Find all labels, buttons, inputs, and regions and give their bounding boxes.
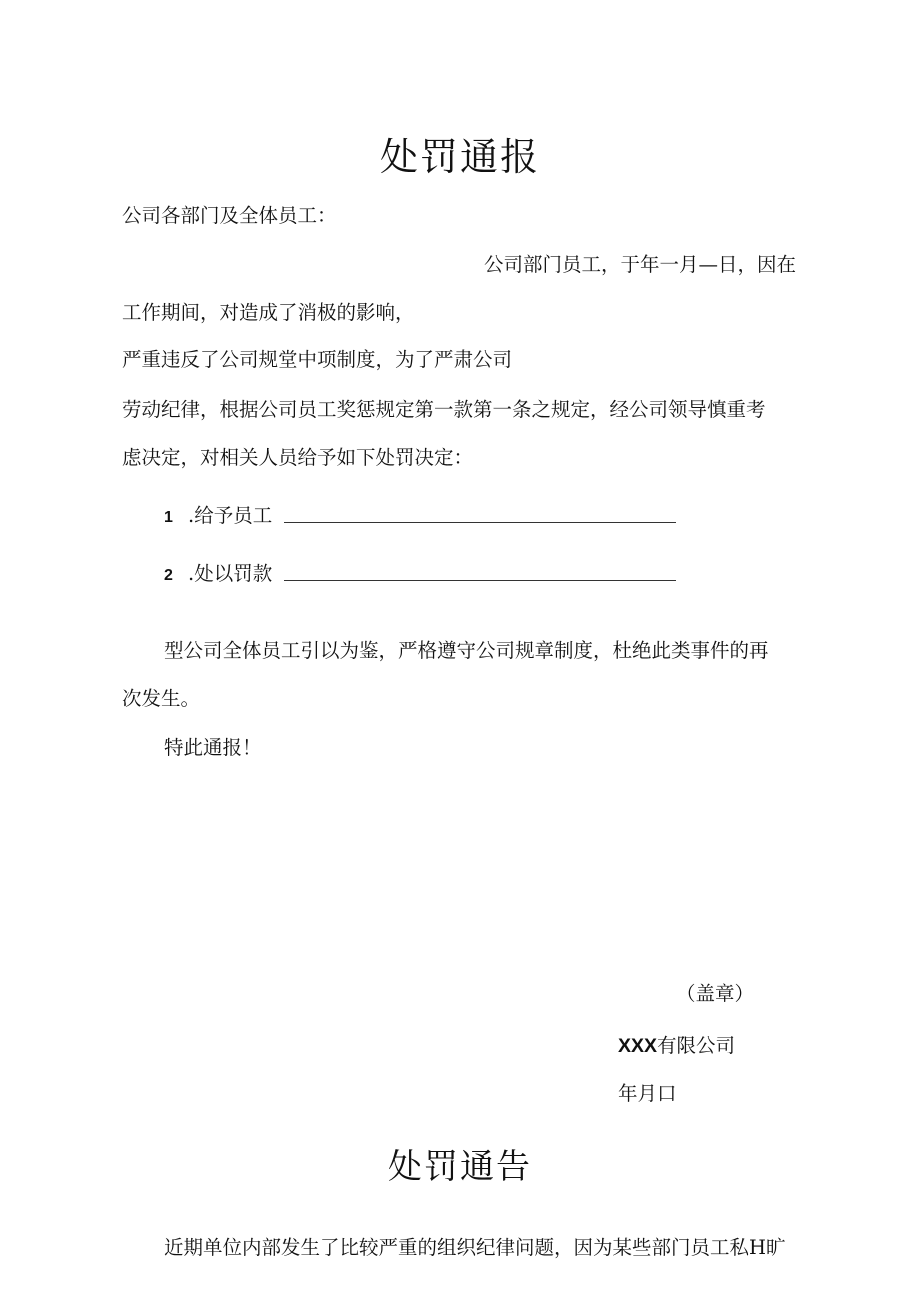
notice-title: 处罚通报 bbox=[379, 135, 540, 179]
paragraph-line: 公司部门员工，于年一月—日，因在 bbox=[484, 253, 797, 276]
announcement-title: 处罚通告 bbox=[388, 1147, 532, 1187]
list-item-text: .处以罚款 bbox=[188, 562, 273, 585]
company-name-prefix: XXX bbox=[618, 1035, 658, 1057]
paragraph-line: 型公司全体员工引以为鉴，严格遵守公司规章制度，杜绝此类事件的再 bbox=[164, 639, 769, 662]
paragraph-line: 严重违反了公司规堂中项制度，为了严肃公司 bbox=[122, 348, 513, 371]
closing-text: 特此通报！ bbox=[164, 736, 262, 759]
paragraph-line: 次发生。 bbox=[122, 687, 201, 710]
company-name-suffix: 有限公司 bbox=[657, 1034, 736, 1057]
list-item-number: 2 bbox=[164, 567, 173, 584]
fill-in-blank-fine[interactable] bbox=[284, 580, 676, 581]
seal-label: （盖章） bbox=[676, 982, 755, 1005]
list-item bbox=[164, 564, 272, 584]
paragraph-line: 劳动纪律，根据公司员工奖惩规定第一款第一条之规定，经公司领导慎重考 bbox=[122, 398, 766, 421]
list-item-number: 1 bbox=[164, 509, 173, 526]
salutation: 公司各部门及全体员工： bbox=[122, 204, 337, 227]
paragraph-line: 虑决定，对相关人员给予如下处罚决定： bbox=[122, 446, 474, 469]
paragraph-line: 近期单位内部发生了比较严重的组织纪律问题，因为某些部门员工私H旷 bbox=[164, 1236, 786, 1259]
list-item bbox=[164, 506, 272, 526]
fill-in-blank-employee[interactable] bbox=[284, 522, 676, 523]
paragraph-line: 工作期间，对造成了消极的影响， bbox=[122, 301, 415, 324]
list-item-text: .给予员工 bbox=[188, 504, 273, 527]
company-name bbox=[618, 1036, 735, 1057]
date-line: 年月口 bbox=[618, 1082, 677, 1105]
